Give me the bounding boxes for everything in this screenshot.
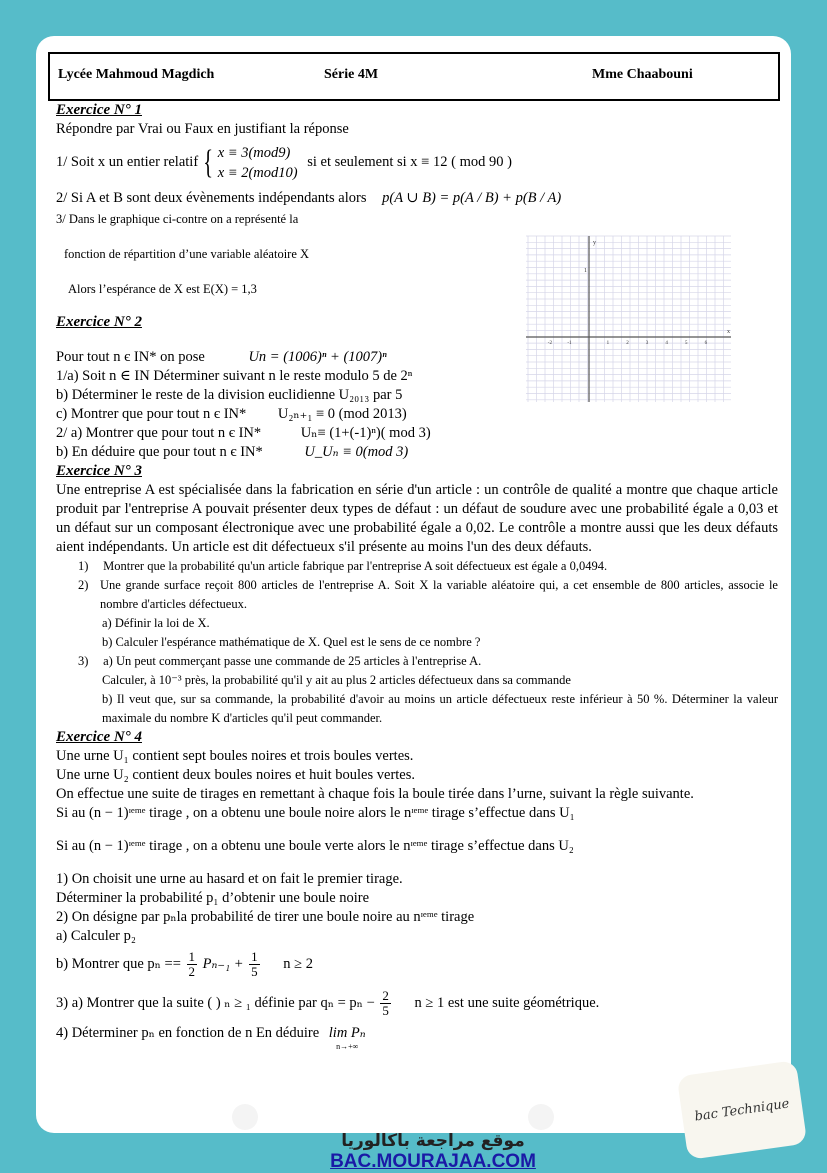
q2b-text: b) En déduire que pour tout n є IN* (56, 444, 263, 460)
limit-subscript: n→+∞ (336, 1042, 359, 1051)
exercise-2-title: Exercice N° 2 (56, 314, 142, 330)
limit-text: lim Pₙ (328, 1025, 366, 1041)
q3a-text: a) Un peut commerçant passe une commande de 25 articles à l'entreprise A. (103, 654, 482, 668)
exercise-1-question-3-line-3: Alors l’espérance de X est E(X) = 1,3 (68, 282, 257, 296)
fraction-denominator: 2 (188, 964, 196, 980)
exercise-4-line-12 (56, 1024, 778, 1051)
line-11-end: n ≥ 1 est une suite géométrique. (414, 995, 600, 1011)
exercise-4-line-6: 1) On choisit une urne au hasard et on fait le premier tirage. (56, 871, 403, 887)
exercise-3-q2 (56, 576, 778, 614)
exercise-3-q3b: b) Il veut que, sur sa commande, la probabilité d'avoir au moins un article défectueux reste inférieur à 50 %. Déterminer la valeur maximale du nombre K d'articles qu'il peut commander. (102, 692, 778, 725)
line-10-text: b) Montrer que pₙ == (56, 956, 181, 972)
line-10-condition: n ≥ 2 (283, 956, 313, 972)
exercise-1-question-1 (56, 139, 778, 185)
fraction-denominator: 5 (251, 964, 258, 980)
x-tick-label: 1 (606, 341, 610, 346)
exercise-3-paragraph: Une entreprise A est spécialisée dans la fabrication en série d'un article : un contrôle de qualité a montre que chaque article produit par l'entreprise A pouvait présenter deux types de défaut : un défaut de soudure avec une probabilité égale a 0,03 et un défaut sur un composant électronique avec une probabilité égale a 0,02. Le contrôle a montre aussi que les deux défauts aient indépendants. Un article est dit défectueux s'il présente au moins l'un des deux défauts. (56, 482, 778, 555)
q2-text: 2/ Si A et B sont deux évènements indépendants alors (56, 190, 367, 206)
x-tick-label: 2 (626, 341, 629, 346)
exercise-4-line-2: Une urne U₂ contient deux boules noires et huit boules vertes. (56, 767, 416, 783)
q2a-formula: Uₙ≡ (1+(-1)ⁿ)( mod 3) (300, 425, 431, 441)
exercise-4-line-8: 2) On désigne par pₙla probabilité de tirer une boule noire au nᶦᵉᵐᵉ tirage (56, 909, 475, 925)
document-page (36, 36, 791, 1172)
q1-prefix: 1/ Soit x un entier relatif (56, 154, 199, 170)
q1c-text: c) Montrer que pour tout n є IN* (56, 406, 247, 422)
exercise-1-question-3-line-2: fonction de répartition d’une variable aléatoire X (64, 247, 310, 261)
q2-number: 2) (78, 578, 89, 592)
q1c-formula: U₂ₙ₊₁ ≡ 0 (mod 2013) (277, 406, 407, 422)
x-tick-label: 5 (685, 341, 688, 346)
fraction-one-fifth (249, 950, 260, 979)
q2a-text: 2/ a) Montrer que pour tout n є IN* (56, 425, 262, 441)
exercise-2-q1a: 1/a) Soit n ∈ IN Déterminer suivant n le reste modulo 5 de 2ⁿ (56, 368, 413, 384)
school-name: Lycée Mahmoud Magdich (58, 67, 215, 82)
site-logo-left (232, 1104, 258, 1130)
exercise-2-q1c (56, 405, 778, 424)
line-12-text: 4) Déterminer pₙ en fonction de n En déduire (56, 1025, 320, 1041)
limit-expression (329, 1024, 366, 1051)
y-tick-label: 1 (584, 268, 587, 274)
brace-symbol: { (203, 143, 213, 181)
q2-text: Une grande surface reçoit 800 articles de l'entreprise A. Soit X la variable aléatoire qui, a cet ensemble de 800 articles, associe le nombre d'articles défectueux. (100, 578, 778, 611)
system-line-1: x ≡ 3(mod9) (217, 144, 291, 161)
exercise-3-q2b: b) Calculer l'espérance mathématique de X. Quel est le sens de ce nombre ? (102, 635, 481, 649)
exercise-4-line-3: On effectue une suite de tirages en remettant à chaque fois la boule tirée dans l’urne, suivant la règle suivante. (56, 786, 694, 802)
x-axis-label: x (727, 329, 730, 335)
x-tick-label: 6 (704, 341, 708, 346)
fraction-one-half (187, 950, 198, 979)
exercise-3-q3a-line-2: Calculer, à 10⁻³ près, la probabilité qu'il y ait au plus 2 articles défectueux dans sa commande (102, 673, 571, 687)
exercise-3-q2a: a) Définir la loi de X. (102, 616, 210, 630)
exercise-4-line-4: Si au (n − 1)ᶦᵉᵐᵉ tirage , on a obtenu une boule noire alors le nᶦᵉᵐᵉ tirage s’effectue dans U₁ (56, 805, 575, 821)
exercise-4-line-5: Si au (n − 1)ᶦᵉᵐᵉ tirage , on a obtenu une boule verte alors le nᶦᵉᵐᵉ tirage s’effectue dans U₂ (56, 838, 574, 854)
exercise-4-line-10 (56, 946, 778, 982)
site-footer (328, 1131, 538, 1173)
exercise-2-q1b: b) Déterminer le reste de la division euclidienne U₂₀₁₃ par 5 (56, 387, 403, 403)
line-11-text: 3) a) Montrer que la suite ( ) ₙ ≥ ₁ définie par qₙ = pₙ − (56, 995, 375, 1011)
y-axis-label: y (593, 240, 596, 246)
p-previous: Pₙ₋₁ + (202, 956, 244, 972)
exercise-4-line-11 (56, 984, 778, 1022)
x-tick-label: 3 (645, 341, 649, 346)
fraction-numerator: 1 (188, 949, 196, 965)
x-tick-label: -1 (567, 341, 572, 346)
exercise-4-title: Exercice N° 4 (56, 729, 142, 745)
exercise-3-q3a (56, 652, 778, 671)
fraction-numerator: 1 (251, 949, 258, 965)
q2b-formula: U_Uₙ ≡ 0(mod 3) (304, 444, 409, 460)
exercise-4-line-7: Déterminer la probabilité p₁ d’obtenir une boule noire (56, 890, 370, 906)
exercise-1-title: Exercice N° 1 (56, 102, 142, 118)
definition-formula: Un = (1006)ⁿ + (1007)ⁿ (248, 349, 387, 365)
congruence-system (218, 143, 298, 183)
x-tick-label: 4 (665, 341, 668, 346)
exercise-2-q2b (56, 443, 778, 462)
q3-number: 3) (78, 654, 89, 668)
document-header (48, 52, 780, 101)
q1-suffix: si et seulement si x ≡ 12 ( mod 90 ) (307, 154, 512, 170)
fraction-two-fifths (380, 989, 391, 1018)
exercise-4-line-9: a) Calculer p₂ (56, 928, 136, 944)
exercise-1-intro: Répondre par Vrai ou Faux en justifiant la réponse (56, 121, 349, 137)
fraction-numerator: 2 (382, 988, 389, 1004)
exercise-3-title: Exercice N° 3 (56, 463, 142, 479)
x-tick-label: -2 (547, 341, 552, 346)
q1-number: 1) (78, 559, 89, 573)
site-url-link[interactable]: BAC.MOURAJAA.COM (330, 1151, 536, 1172)
series-label: Série 4M (324, 67, 379, 82)
exercise-4-line-1: Une urne U₁ contient sept boules noires et trois boules vertes. (56, 748, 414, 764)
system-line-2: x ≡ 2(mod10) (217, 164, 298, 181)
q2-formula: p(A ∪ B) = p(A / B) + p(B / A) (382, 190, 562, 206)
teacher-name: Mme Chaabouni (592, 67, 693, 82)
distribution-function-graph (526, 234, 736, 404)
site-logo-right (528, 1104, 554, 1130)
exercise-1-question-3-line-1: 3/ Dans le graphique ci-contre on a représenté la (56, 212, 299, 226)
q1-text: Montrer que la probabilité qu'un article fabrique par l'entreprise A soit défectueux est égale a 0,0494. (103, 559, 608, 573)
exercise-2-q2a (56, 424, 778, 443)
definition-text: Pour tout n є IN* on pose (56, 349, 205, 365)
fraction-denominator: 5 (382, 1003, 389, 1019)
exercise-1-question-2 (56, 189, 778, 208)
exercise-3-q1 (56, 557, 778, 576)
site-arabic-name: موقع مراجعة باكالوريا (341, 1131, 525, 1151)
bac-technique-badge: bac Technique (677, 1060, 808, 1160)
